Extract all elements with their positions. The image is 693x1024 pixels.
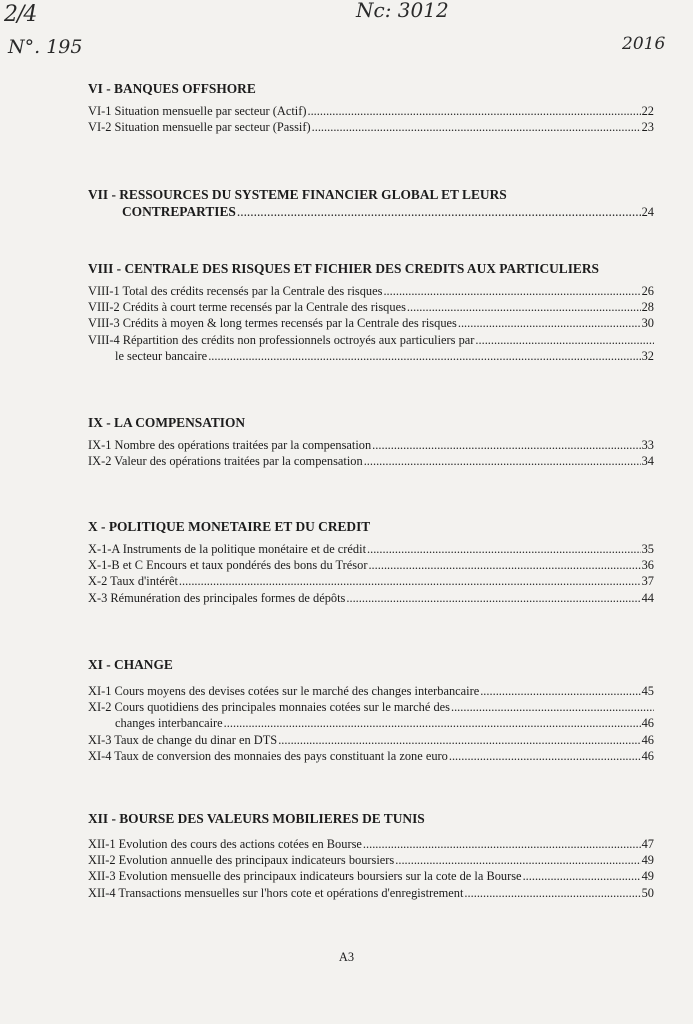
- toc-entry-page: 35: [641, 542, 654, 556]
- toc-entry-label: VIII-2 Crédits à court terme recensés par la Centrale des risques: [88, 300, 406, 315]
- dot-leader: [523, 868, 641, 884]
- toc-entry-label: VIII-1 Total des crédits recensés par la Centrale des risques: [88, 284, 383, 298]
- toc-entry-label: XII-2 Evolution annuelle des principaux indicateurs boursiers: [88, 853, 395, 868]
- toc-entry-label: X-3 Rémunération des principales formes de dépôts: [88, 590, 346, 605]
- section-title: VIII - CENTRALE DES RISQUES ET FICHIER DES CREDITS AUX PARTICULIERS: [88, 261, 599, 276]
- dot-leader: [480, 683, 640, 699]
- toc-entry: [88, 885, 654, 901]
- toc-entry: [88, 332, 654, 348]
- dot-leader: [451, 699, 654, 715]
- handwritten-reference: Nc: 3012: [356, 0, 449, 22]
- toc-entry-page: 28: [641, 300, 654, 315]
- section-xii: [88, 810, 654, 901]
- section-x: [88, 518, 654, 606]
- dot-leader: [364, 453, 641, 469]
- toc-entry-label: VI-2 Situation mensuelle par secteur (Passif): [88, 120, 311, 135]
- section-title: XII - BOURSE DES VALEURS MOBILIERES DE TUNIS: [88, 811, 425, 826]
- section-title-continuation: [88, 203, 654, 221]
- dot-leader: [363, 836, 641, 852]
- page-number: A3: [338, 950, 355, 964]
- toc-entry: [88, 573, 654, 589]
- dot-leader: [475, 332, 654, 348]
- toc-entry: [88, 732, 654, 748]
- toc-entry: [88, 299, 654, 315]
- handwritten-folio: 2/4: [4, 2, 37, 27]
- toc-entry-page: 24: [641, 205, 654, 219]
- dot-leader: [208, 348, 640, 364]
- toc-entry-label: VIII-3 Crédits à moyen & long termes recensés par la Centrale des risques: [88, 316, 457, 331]
- toc-entry: [88, 119, 654, 135]
- dot-leader: [179, 573, 641, 589]
- toc-entry: [88, 748, 654, 764]
- toc-entry: [88, 437, 654, 453]
- toc-entry-page: 36: [641, 558, 654, 573]
- section-ix: [88, 414, 654, 469]
- dot-leader: [407, 299, 641, 315]
- section-vii: [88, 186, 654, 221]
- toc-entry-page: 22: [641, 104, 654, 118]
- dot-leader: [278, 732, 640, 748]
- toc-entry: [88, 283, 654, 299]
- toc-entry: [88, 103, 654, 119]
- handwritten-number: N°. 195: [8, 36, 83, 58]
- toc-entry-page: 30: [641, 316, 654, 331]
- section-title: X - POLITIQUE MONETAIRE ET DU CREDIT: [88, 519, 371, 534]
- toc-entry-page: 46: [641, 732, 654, 747]
- dot-leader: [464, 885, 640, 901]
- toc-entry-page: 23: [641, 120, 654, 135]
- toc-entry-page: 49: [641, 869, 654, 884]
- section-title: VII - RESSOURCES DU SYSTEME FINANCIER GLOBAL ET LEURS: [88, 187, 507, 202]
- toc-entry: [88, 453, 654, 469]
- dot-leader: [312, 119, 641, 135]
- section-title: VI - BANQUES OFFSHORE: [88, 81, 256, 96]
- toc-entry-page: 46: [641, 748, 654, 763]
- toc-entry: [88, 868, 654, 884]
- toc-entry-page: 50: [641, 885, 654, 900]
- toc-entry-continuation: [88, 348, 654, 364]
- dot-leader: [449, 748, 641, 764]
- section-viii: [88, 260, 654, 364]
- dot-leader: [458, 315, 641, 331]
- toc-entry: [88, 557, 654, 573]
- toc-entry-continuation: [88, 715, 654, 731]
- toc-entry-label: XI-4 Taux de conversion des monnaies des pays constituant la zone euro: [88, 748, 448, 763]
- dot-leader: [307, 103, 640, 119]
- dot-leader: [224, 715, 641, 731]
- toc-entry: [88, 590, 654, 606]
- section-xi: [88, 656, 654, 764]
- toc-entry-label: X-1-B et C Encours et taux pondérés des bons du Trésor: [88, 558, 368, 573]
- toc-entry-page: 32: [641, 348, 654, 363]
- dot-leader: [383, 283, 640, 299]
- toc-entry-page: 47: [641, 837, 654, 851]
- dot-leader: [395, 852, 640, 868]
- section-title-line2: CONTREPARTIES: [122, 204, 236, 219]
- section-vi: [88, 80, 654, 135]
- toc-entry-label: XII-4 Transactions mensuelles sur l'hors cote et opérations d'enregistrement: [88, 885, 464, 900]
- toc-entry-label: XII-3 Evolution mensuelle des principaux indicateurs boursiers sur la cote de la Bourse: [88, 869, 522, 884]
- toc-entry: [88, 315, 654, 331]
- dot-leader: [346, 590, 640, 606]
- toc-entry: [88, 699, 654, 715]
- toc-entry-label: X-1-A Instruments de la politique monétaire et de crédit: [88, 542, 367, 556]
- toc-entry: [88, 683, 654, 699]
- toc-entry: [88, 836, 654, 852]
- toc-entry-label: XI-2 Cours quotidiens des principales monnaies cotées sur le marché des: [88, 700, 450, 715]
- dot-leader: [372, 437, 640, 453]
- toc-entry-label: IX-2 Valeur des opérations traitées par la compensation: [88, 454, 363, 469]
- toc-entry-label: X-2 Taux d'intérêt: [88, 574, 178, 589]
- toc-entry-page: 33: [641, 438, 654, 452]
- toc-entry-label: XII-1 Evolution des cours des actions cotées en Bourse: [88, 837, 362, 851]
- toc-entry-label: VI-1 Situation mensuelle par secteur (Actif): [88, 104, 307, 118]
- toc-entry-label: le secteur bancaire: [115, 348, 208, 363]
- dot-leader: [368, 557, 640, 573]
- toc-entry-page: 26: [641, 284, 654, 298]
- toc-entry-page: 44: [641, 590, 654, 605]
- toc-entry-label: VIII-4 Répartition des crédits non professionnels octroyés aux particuliers par: [88, 332, 475, 347]
- dot-leader: [367, 541, 641, 557]
- toc-entry-label: XI-3 Taux de change du dinar en DTS: [88, 732, 278, 747]
- toc-entry-page: 45: [641, 684, 654, 698]
- section-title: XI - CHANGE: [88, 657, 173, 672]
- toc-entry-label: changes interbancaire: [115, 716, 223, 731]
- dot-leader: [237, 203, 641, 220]
- section-title: IX - LA COMPENSATION: [88, 415, 246, 430]
- handwritten-year: 2016: [622, 34, 666, 54]
- toc-entry-label: XI-1 Cours moyens des devises cotées sur le marché des changes interbancaire: [88, 684, 480, 698]
- toc-entry: [88, 541, 654, 557]
- toc-entry-label: IX-1 Nombre des opérations traitées par la compensation: [88, 438, 372, 452]
- toc-entry-page: 49: [641, 853, 654, 868]
- toc-entry-page: 46: [641, 716, 654, 731]
- toc-entry: [88, 852, 654, 868]
- toc-entry-page: 37: [641, 574, 654, 589]
- toc-entry-page: 34: [641, 454, 654, 469]
